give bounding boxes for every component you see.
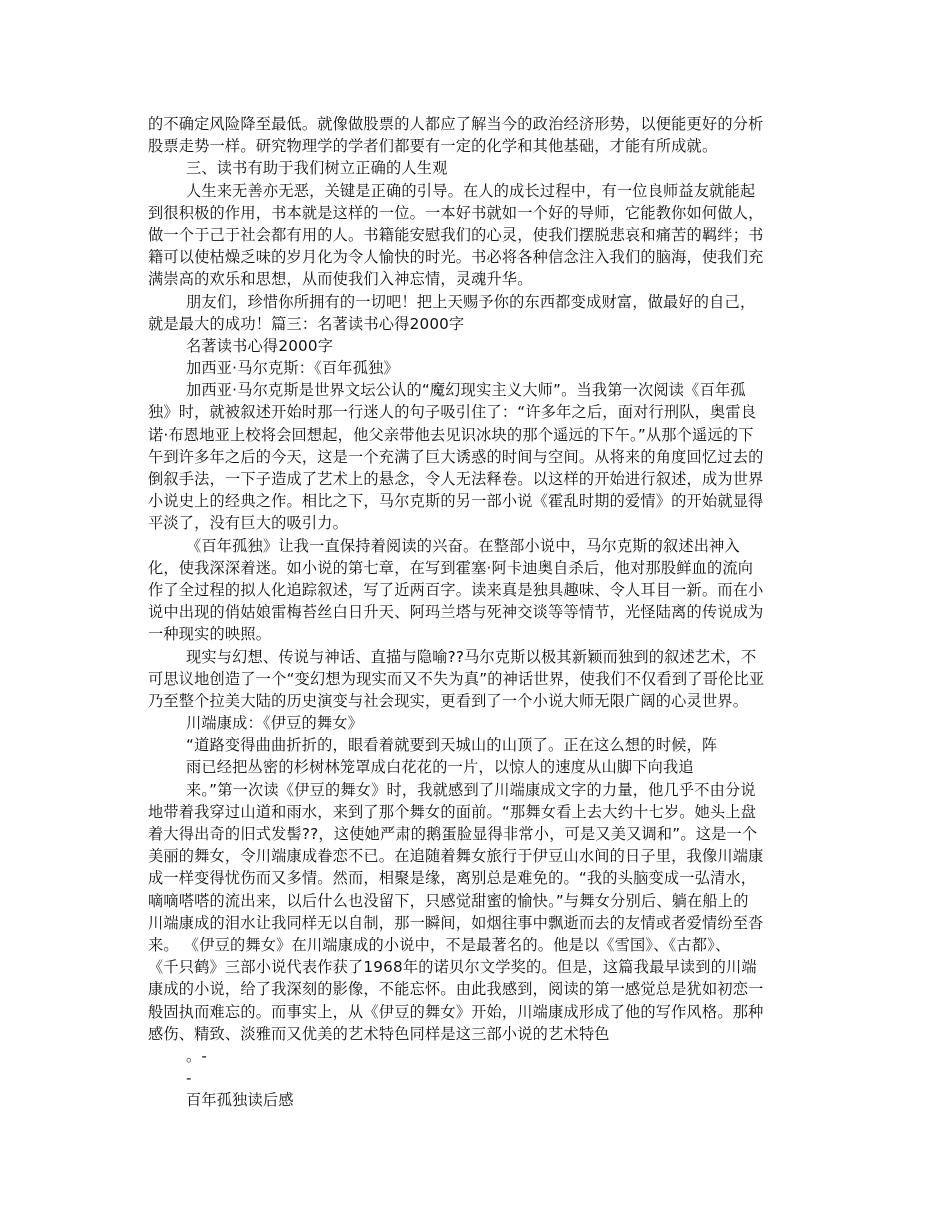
text-line: 朋友们，珍惜你所拥有的一切吧！把上天赐予你的东西都变成财富，做最好的自己，: [186, 292, 756, 311]
text-line: 川端康成的泪水让我同样无以自制，那一瞬间，如烟往事中飘逝而去的友情或者爱情纷至沓: [148, 913, 764, 932]
text-line: 来。”第一次读《伊豆的舞女》时，我就感到了川端康成文字的力量，他几乎不由分说: [186, 780, 756, 799]
text-line: 着大得出奇的旧式发髻??，这使她严肃的鹅蛋脸显得非常小，可是又美又调和”。这是一个: [148, 825, 758, 843]
text-line: 名著读书心得2000字: [186, 336, 334, 355]
text-line: 《千只鹤》三部小说代表作获了1968年的诺贝尔文学奖的。但是，这篇我最早读到的川端: [148, 958, 757, 977]
text-line: 来。 《伊豆的舞女》在川端康成的小说中，不是最著名的。他是以《雪国》、《古都》、: [148, 935, 731, 954]
text-line: “道路变得曲曲折折的，眼看着就要到天城山的山顶了。正在这么想的时候，阵: [186, 736, 718, 755]
text-line: 雨已经把丛密的杉树林笼罩成白花花的一片，以惊人的速度从山脚下向我追: [186, 758, 694, 777]
text-line: 《百年孤独》让我一直保持着阅读的兴奋。在整部小说中，马尔克斯的叙述出神入: [186, 536, 740, 555]
text-line: -: [186, 1069, 192, 1088]
text-line: 满崇高的欢乐和思想，从而使我们入神忘情，灵魂升华。: [148, 270, 533, 289]
text-line: 加西亚·马尔克斯：《百年孤独》: [186, 359, 399, 378]
text-line: 。-: [186, 1046, 208, 1065]
text-line: 乃至整个拉美大陆的历史演变与社会现实，更看到了一个小说大师无限广阔的心灵世界。: [148, 691, 749, 710]
text-line: 小说史上的经典之作。相比之下，马尔克斯的另一部小说《霍乱时期的爱情》的开始就显得: [148, 492, 764, 511]
text-line: 嘀嘀嗒嗒的流出来，以后什么也没留下，只感觉甜蜜的愉快。”与舞女分别后、躺在船上的: [148, 891, 749, 910]
text-line: 诺·布恩地亚上校将会回想起，他父亲带他去见识冰块的那个遥远的下午。”从那个遥远的下: [148, 425, 754, 444]
text-line: 川端康成：《伊豆的舞女》: [186, 714, 364, 733]
text-line: 作了全过程的拟人化追踪叙述，写了近两百字。读来真是独具趣味、令人耳目一新。而在小: [148, 580, 764, 599]
text-line: 说中出现的俏姑娘雷梅苔丝白日升天、阿玛兰塔与死神交谈等等情节，光怪陆离的传说成为: [148, 603, 764, 622]
text-line: 就是最大的成功！篇三：名著读书心得2000字: [148, 314, 465, 333]
text-line: 股票走势一样。研究物理学的学者们都要有一定的化学和其他基础，才能有所成就。: [148, 137, 718, 156]
text-line: 午到许多年之后的今天，这是一个充满了巨大诱惑的时间与空间。从将来的角度回忆过去的: [148, 447, 764, 466]
text-line: 人生来无善亦无恶，关键是正确的引导。在人的成长过程中，有一位良师益友就能起: [186, 181, 756, 200]
text-line: 现实与幻想、传说与神话、直描与隐喻??马尔克斯以极其新颖而独到的叙述艺术，不: [186, 647, 757, 666]
text-line: 平淡了，没有巨大的吸引力。: [148, 514, 349, 533]
text-line: 到很积极的作用，书本就是这样的一位。一本好书就如一个好的导师，它能教你如何做人，: [148, 203, 764, 222]
text-line: 百年孤独读后感: [186, 1091, 294, 1110]
text-line: 成一样变得忧伤而又多情。然而，相聚是缘，离别总是难免的。“我的头脑变成一弘清水，: [148, 869, 757, 888]
text-line: 做一个于己于社会都有用的人。书籍能安慰我们的心灵，使我们摆脱悲哀和痛苦的羁绊；书: [148, 225, 764, 244]
text-line: 的不确定风险降至最低。就像做股票的人都应了解当今的政治经济形势，以便能更好的分析: [148, 115, 764, 133]
text-line: 独》时，就被叙述开始时那一行迷人的句子吸引住了：“许多年之后，面对行刑队，奥雷良: [148, 403, 757, 422]
text-line: 加西亚·马尔克斯是世界文坛公认的“魔幻现实主义大师”。当我第一次阅读《百年孤: [186, 381, 746, 400]
text-line: 三、读书有助于我们树立正确的人生观: [186, 159, 448, 178]
text-line: 化，使我深深着迷。如小说的第七章，在写到霍塞·阿卡迪奥自杀后，他对那股鲜血的流向: [148, 558, 754, 577]
text-line: 感伤、精致、淡雅而又优美的艺术特色同样是这三部小说的艺术特色: [148, 1024, 610, 1043]
text-line: 可思议地创造了一个“变幻想为现实而又不失为真”的神话世界，使我们不仅看到了哥伦比亚: [148, 669, 765, 688]
text-line: 般固执而难忘的。而事实上，从《伊豆的舞女》开始，川端康成形成了他的写作风格。那种: [148, 1002, 764, 1021]
document-body: [148, 113, 803, 1111]
text-line: 籍可以使枯燥乏味的岁月化为令人愉快的时光。书必将各种信念注入我们的脑海，使我们充: [148, 248, 764, 267]
text-line: 康成的小说，给了我深刻的影像，不能忘怀。由此我感到，阅读的第一感觉总是犹如初恋一: [148, 980, 764, 999]
text-line: 倒叙手法，一下子造成了艺术上的悬念，令人无法释卷。以这样的开始进行叙述，成为世界: [148, 470, 764, 488]
text-line: 一种现实的映照。: [148, 625, 272, 644]
text-line: 地带着我穿过山道和雨水，来到了那个舞女的面前。“那舞女看上去大约十七岁。她头上盘: [148, 802, 757, 821]
text-line: 美丽的舞女，令川端康成眷恋不已。在追随着舞女旅行于伊豆山水间的日子里，我像川端康: [148, 847, 764, 866]
